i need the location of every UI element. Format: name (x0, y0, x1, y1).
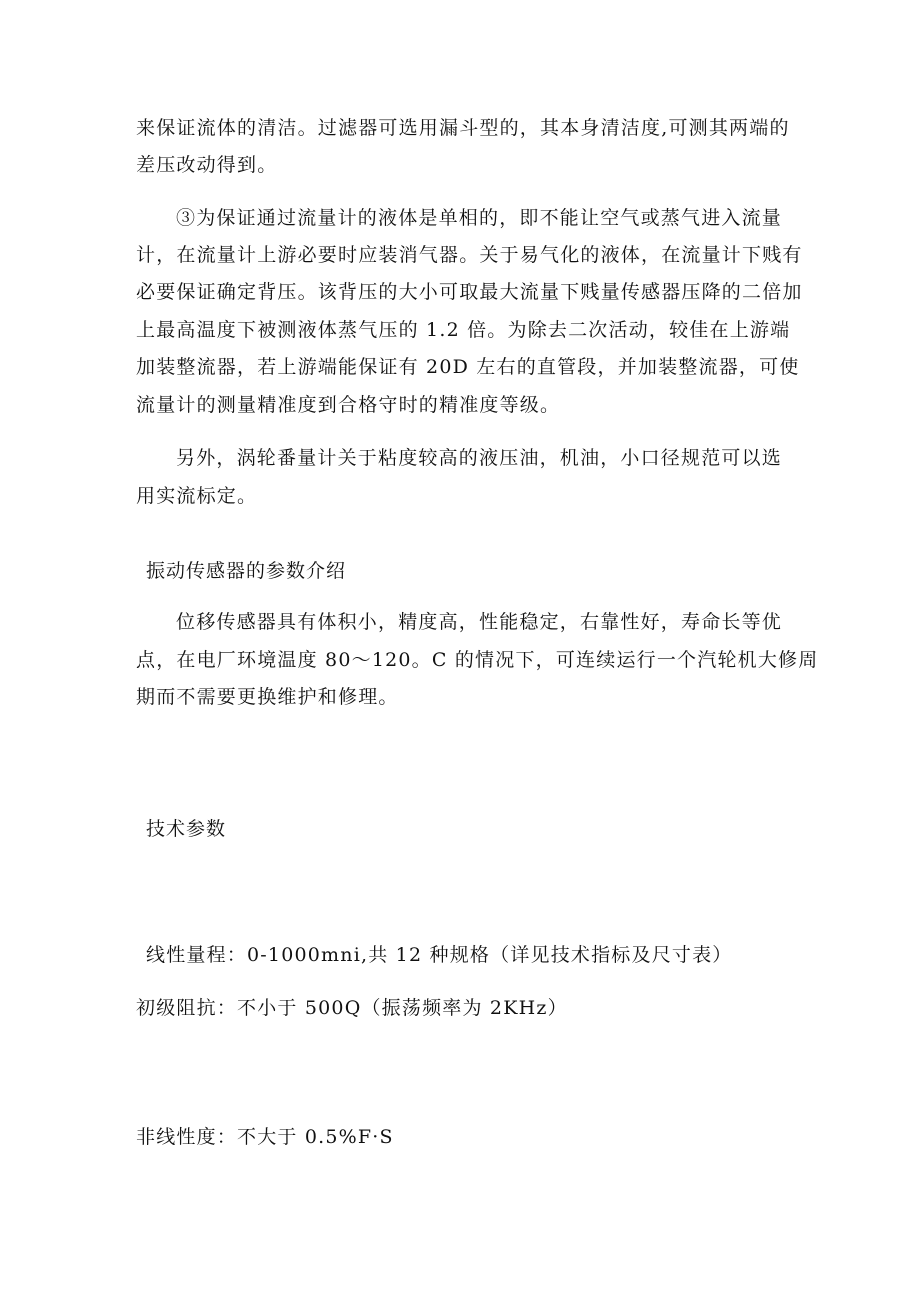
spec-primary-impedance: 初级阻抗：不小于 500Q（振荡频率为 2KHz） (136, 997, 568, 1019)
paragraph-line: 上最高温度下被测液体蒸气压的 1.2 倍。为除去二次活动，较佳在上游端 (136, 319, 791, 341)
tech-params-heading: 技术参数 (146, 818, 227, 840)
paragraph-line: ③为保证通过流量计的液体是单相的，即不能让空气或蒸气进入流量 (176, 207, 783, 229)
paragraph-line: 点，在电厂环境温度 80～120。C 的情况下，可连续运行一个汽轮机大修周 (136, 649, 819, 671)
paragraph-line: 加装整流器，若上游端能保证有 20D 左右的直管段，并加装整流器，可使 (136, 356, 800, 378)
spec-nonlinearity: 非线性度：不大于 0.5%F·S (136, 1126, 394, 1148)
paragraph-line: 用实流标定。 (136, 485, 258, 507)
paragraph-line: 必要保证确定背压。该背压的大小可取最大流量下贱量传感器压降的二倍加 (136, 281, 803, 303)
paragraph-line: 位移传感器具有体积小，精度高，性能稳定，右靠性好，寿命长等优 (176, 611, 783, 633)
paragraph-line: 另外，涡轮番量计关于粘度较高的液压油，机油，小口径规范可以选 (176, 447, 783, 469)
spec-linear-range: 线性量程：0-1000mni,共 12 种规格（详见技术指标及尺寸表） (146, 944, 733, 966)
paragraph-line: 来保证流体的清洁。过滤器可选用漏斗型的，其本身清洁度,可测其两端的 (136, 117, 790, 139)
section-heading: 振动传感器的参数介绍 (146, 560, 347, 582)
paragraph-line: 计，在流量计上游必要时应装消气器。关于易气化的液体，在流量计下贱有 (136, 244, 803, 266)
paragraph-line: 期而不需要更换维护和修理。 (136, 686, 399, 708)
paragraph-line: 差压改动得到。 (136, 154, 278, 176)
paragraph-line: 流量计的测量精准度到合格守时的精准度等级。 (136, 394, 561, 416)
